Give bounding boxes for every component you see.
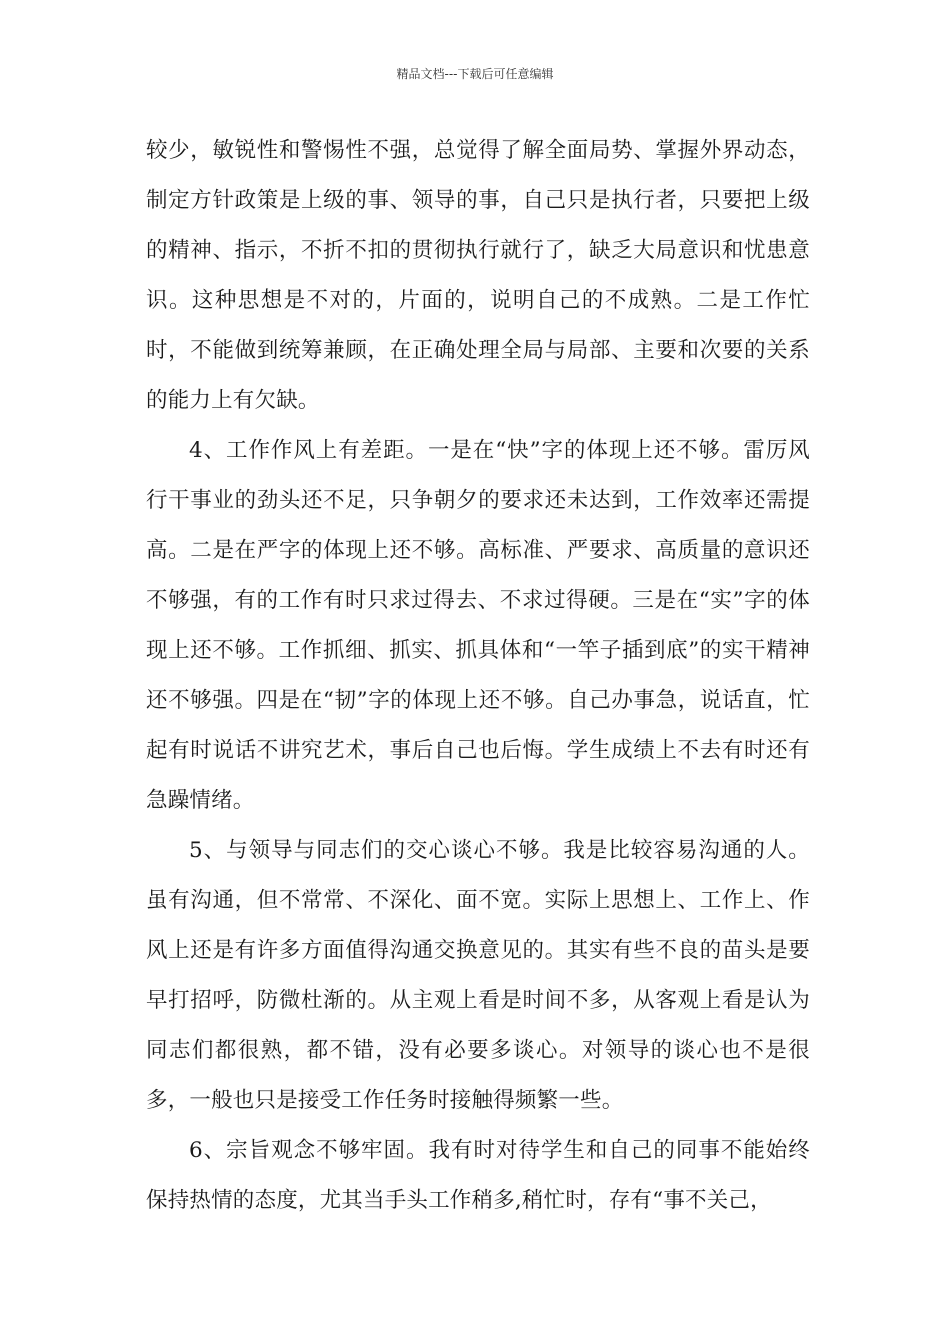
paragraph-item-4: 4、工作作风上有差距。一是在“快”字的体现上还不够。雷厉风行干事业的劲头还不足，只争朝夕的要求还未达到，工作效率还需提高。二是在严字的体现上还不够。高标准、严要求、高质量的意识还不够强，有的工作有时只求过得去、不求过得硬。三是在“实”字的体现上还不够。工作抓细、抓实、抓具体和“一竿子插到底”的实干精神还不够强。四是在“韧”字的体现上还不够。自己办事急，说话直，忙起有时说话不讲究艺术，事后自己也后悔。学生成绩上不去有时还有急躁情绪。 (146, 438, 810, 813)
document-body (146, 126, 810, 1226)
paragraph-item-5: 5、与领导与同志们的交心谈心不够。我是比较容易沟通的人。虽有沟通，但不常常、不深化、面不宽。实际上思想上、工作上、作风上还是有许多方面值得沟通交换意见的。其实有些不良的苗头是要早打招呼，防微杜渐的。从主观上看是时间不多，从客观上看是认为同志们都很熟，都不错，没有必要多谈心。对领导的谈心也不是很多，一般也只是接受工作任务时接触得频繁一些。 (146, 838, 810, 1113)
paragraph-item-6: 6、宗旨观念不够牢固。我有时对待学生和自己的同事不能始终保持热情的态度，尤其当手头工作稍多,稍忙时，存有“事不关己， (146, 1138, 810, 1213)
page-header: 精品文档---下载后可任意编辑 (396, 67, 554, 81)
paragraph-continuation: 较少，敏锐性和警惕性不强，总觉得了解全面局势、掌握外界动态，制定方针政策是上级的事、领导的事，自己只是执行者，只要把上级的精神、指示，不折不扣的贯彻执行就行了，缺乏大局意识和忧患意识。这种思想是不对的，片面的，说明自己的不成熟。二是工作忙时，不能做到统筹兼顾，在正确处理全局与局部、主要和次要的关系的能力上有欠缺。 (146, 138, 810, 413)
